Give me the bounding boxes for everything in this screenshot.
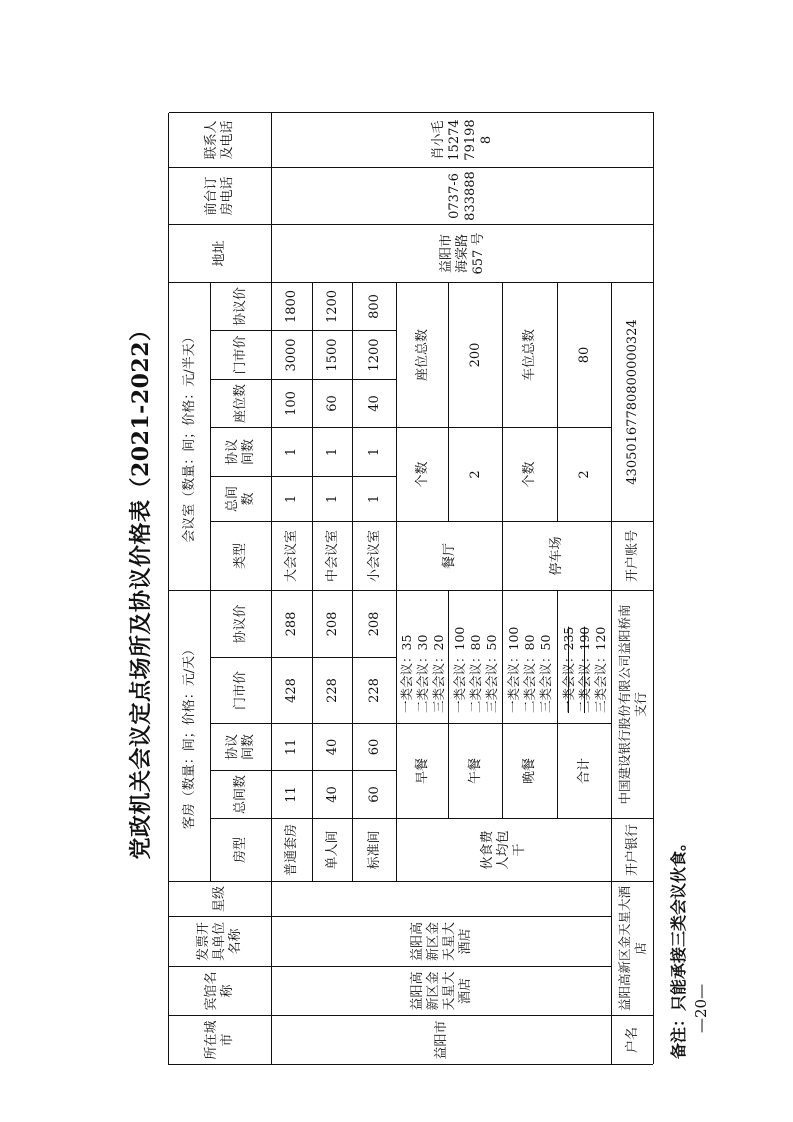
restaurant-count-label: 个数: [397, 427, 449, 521]
header-contact: 联系人及电话: [169, 112, 272, 167]
meal-allowance-label: 伙食费人均包干: [397, 818, 612, 881]
meal-prices: [503, 590, 558, 723]
meal-price-line: 一类会议：235: [560, 626, 576, 713]
room-total: 40: [313, 770, 353, 818]
address-cell: 益阳市海棠路 657 号: [272, 224, 654, 282]
meeting-type: 大会议室: [272, 521, 313, 590]
meeting-price: 800: [353, 282, 397, 330]
header-room-rack: 门市价: [211, 657, 272, 723]
header-hotel: 宾馆名称: [169, 966, 272, 1015]
page-title: 党政机关会议定点场所及协议价格表（2021-2022）: [128, 318, 154, 860]
room-type: 标准间: [353, 818, 397, 881]
header-address: 地址: [169, 224, 272, 282]
meeting-seats: 40: [353, 379, 397, 427]
header-meeting-seats: 座位数: [211, 379, 272, 427]
parking-count: 2: [558, 427, 612, 521]
meeting-rack: 1500: [313, 330, 353, 379]
parking-count-label: 个数: [503, 427, 558, 521]
restaurant-label: 餐厅: [397, 521, 503, 590]
star-cell: [272, 881, 612, 916]
meal-name: 早餐: [397, 723, 449, 818]
room-agreed: 40: [313, 723, 353, 770]
meeting-rack: 3000: [272, 330, 313, 379]
meal-name: 晚餐: [503, 723, 558, 818]
meeting-seats: 100: [272, 379, 313, 427]
meeting-price: 1200: [313, 282, 353, 330]
meeting-type: 小会议室: [353, 521, 397, 590]
room-rack: 228: [353, 657, 397, 723]
meal-price-line: 三类会议：120: [592, 626, 608, 713]
meal-prices: [397, 590, 449, 723]
meal-name: 合计: [558, 723, 612, 818]
meeting-total: 1: [353, 476, 397, 521]
header-star: 星级: [169, 881, 272, 916]
parking-spaces-label: 车位总数: [503, 282, 558, 427]
parking-label: 停车场: [503, 521, 612, 590]
header-meeting-rack: 门市价: [211, 330, 272, 379]
room-type: 普通套房: [272, 818, 313, 881]
header-room-total: 总间数: [211, 770, 272, 818]
header-meeting-agreed: 协议间数: [211, 427, 272, 476]
meal-name: 午餐: [449, 723, 503, 818]
meeting-agreed: 1: [272, 427, 313, 476]
header-front-desk: 前台订房电话: [169, 167, 272, 224]
room-rack: 228: [313, 657, 353, 723]
header-meeting-total: 总间数: [211, 476, 272, 521]
restaurant-seats-label: 座位总数: [397, 282, 449, 427]
header-city: 所在城市: [169, 1015, 272, 1064]
meal-price-line: 一类会议：100: [506, 626, 521, 713]
meeting-agreed: 1: [353, 427, 397, 476]
header-invoice: 发票开具单位名称: [169, 916, 272, 966]
room-type: 单人间: [313, 818, 353, 881]
parking-spaces: 80: [558, 282, 612, 427]
header-room-type: 房型: [211, 818, 272, 881]
room-rack: 428: [272, 657, 313, 723]
account-no: 43050167780800000324: [612, 282, 654, 521]
footnote: 备注：只能承接三类会议伙食。: [669, 834, 688, 1059]
account-name-label: 户名: [612, 1015, 654, 1064]
bank-name: 中国建设银行股份有限公司益阳桥南支行: [612, 590, 654, 818]
bank-label: 开户银行: [612, 818, 654, 881]
page-number: —20—: [692, 983, 710, 1033]
restaurant-count: 2: [449, 427, 503, 521]
header-room-price: 协议价: [211, 590, 272, 657]
header-rooms-group: 客房（数量：间；价格：元/天）: [169, 590, 211, 881]
meeting-total: 1: [313, 476, 353, 521]
account-no-label: 开户账号: [612, 521, 654, 590]
invoice-name-cell: 益阳高新区金天星大酒店: [272, 916, 612, 966]
meal-price-line: 二类会议：190: [576, 626, 592, 713]
header-room-agreed: 协议间数: [211, 723, 272, 770]
meal-price-line: 三类会议：50: [483, 634, 499, 713]
hotel-name-cell: 益阳高新区金天星大酒店: [272, 966, 612, 1015]
room-total: 60: [353, 770, 397, 818]
city-cell: 益阳市: [272, 1015, 612, 1064]
meal-price-line: 三类会议：50: [538, 634, 553, 713]
price-table: [168, 113, 653, 1065]
meal-price-line: 二类会议：80: [467, 634, 483, 713]
meal-prices: [558, 590, 612, 723]
meal-price-line: 二类会议：80: [522, 634, 537, 713]
meal-price-line: 一类会议：100: [451, 626, 467, 713]
meeting-total: 1: [272, 476, 313, 521]
header-meeting-price: 协议价: [211, 282, 272, 330]
room-price: 208: [313, 590, 353, 657]
account-name: 益阳高新区金天星大酒店: [612, 881, 654, 1015]
meeting-rack: 1200: [353, 330, 397, 379]
room-total: 11: [272, 770, 313, 818]
meal-prices: [449, 590, 503, 723]
meeting-agreed: 1: [313, 427, 353, 476]
rotated-page: [128, 113, 710, 1065]
contact-cell: 肖小毛 15274791988: [272, 112, 654, 167]
meal-price-line: 二类会议：30: [414, 634, 430, 713]
room-price: 288: [272, 590, 313, 657]
room-price: 208: [353, 590, 397, 657]
meal-price-line: 三类会议：20: [430, 634, 446, 713]
meeting-seats: 60: [313, 379, 353, 427]
room-agreed: 11: [272, 723, 313, 770]
header-meeting-type: 类型: [211, 521, 272, 590]
meeting-type: 中会议室: [313, 521, 353, 590]
meal-price-line: 一类会议：35: [398, 634, 414, 713]
meeting-price: 1800: [272, 282, 313, 330]
room-agreed: 60: [353, 723, 397, 770]
restaurant-seats: 200: [449, 282, 503, 427]
header-meeting-group: 会议室（数量：间；价格：元/半天）: [169, 282, 211, 590]
front-desk-phone-cell: 0737-6833888: [272, 167, 654, 224]
